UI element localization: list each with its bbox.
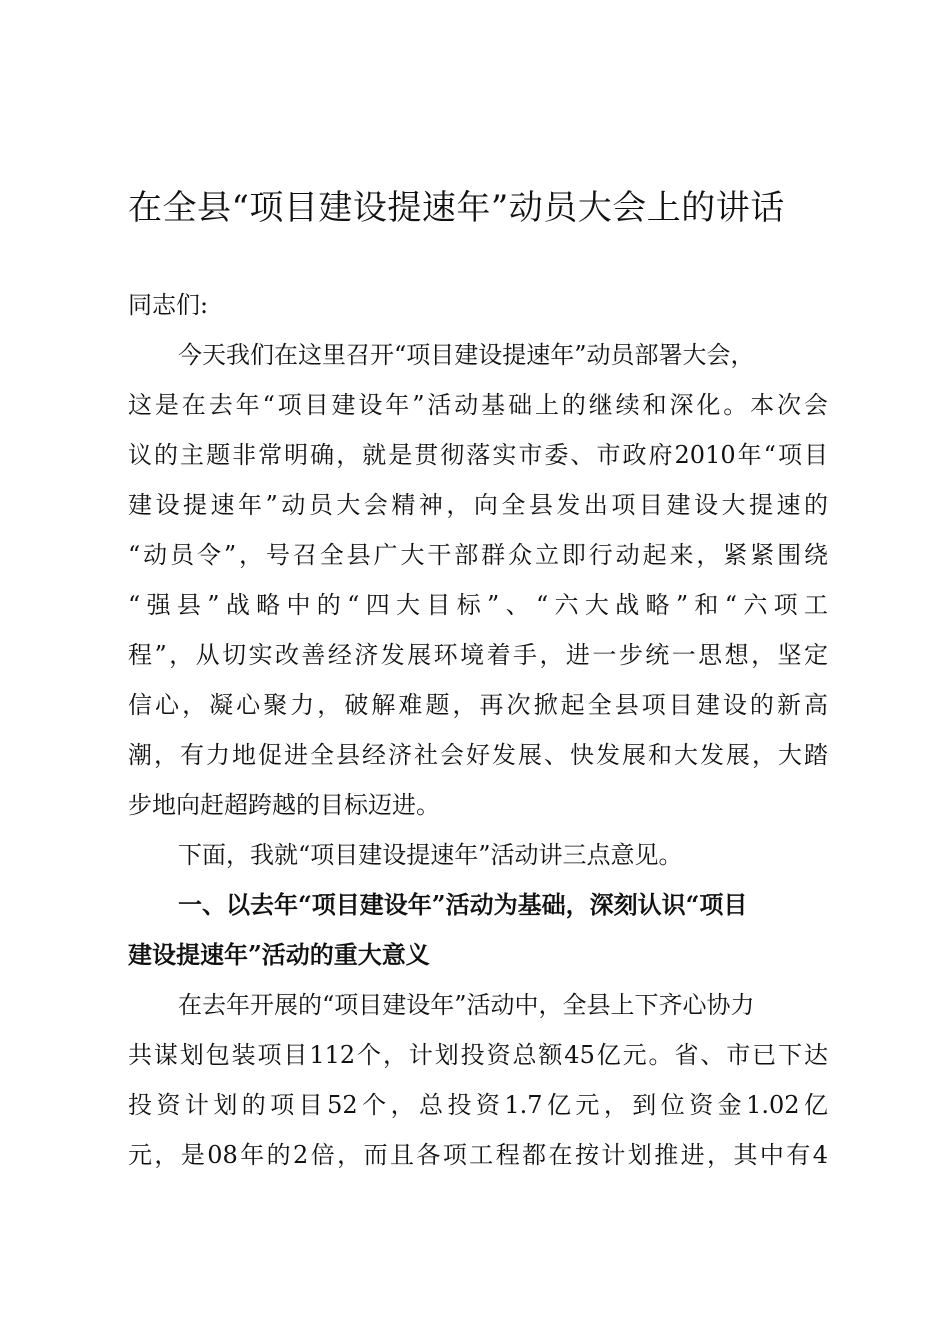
paragraph-line: 元，是08年的2倍，而且各项工程都在按计划推进，其中有4 <box>128 1141 828 1169</box>
paragraph-line: 信心，凝心聚力，破解难题，再次掀起全县项目建设的新高 <box>128 691 828 719</box>
paragraph-line: “强县”战略中的“四大目标”、“六大战略”和“六项工 <box>128 591 828 619</box>
paragraph-line: 共谋划包装项目112个，计划投资总额45亿元。省、市已下达 <box>128 1041 828 1069</box>
paragraph-line: 今天我们在这里召开“项目建设提速年”动员部署大会， <box>178 341 755 369</box>
document-body <box>128 280 828 1180</box>
paragraph-line: “动员令”，号召全县广大干部群众立即行动起来，紧紧围绕 <box>128 541 828 569</box>
document-title: 在全县“项目建设提速年”动员大会上的讲话 <box>128 188 785 228</box>
salutation: 同志们: <box>128 291 209 319</box>
section-heading-line: 一、以去年“项目建设年”活动为基础，深刻认识“项目 <box>178 890 748 919</box>
paragraph-line: 建设提速年”动员大会精神，向全县发出项目建设大提速的 <box>128 491 828 519</box>
section-heading-line: 建设提速年”活动的重大意义 <box>128 940 430 969</box>
paragraph-line: 投资计划的项目52个，总投资1.7亿元，到位资金1.02亿 <box>128 1091 828 1119</box>
paragraph-line: 下面，我就“项目建设提速年”活动讲三点意见。 <box>178 841 683 869</box>
paragraph-line: 这是在去年“项目建设年”活动基础上的继续和深化。本次会 <box>128 391 828 419</box>
paragraph-line: 潮，有力地促进全县经济社会好发展、快发展和大发展，大踏 <box>128 741 828 769</box>
paragraph-line: 步地向赶超跨越的目标迈进。 <box>128 791 440 819</box>
paragraph-line: 在去年开展的“项目建设年”活动中，全县上下齐心协力 <box>178 991 755 1019</box>
paragraph-line: 议的主题非常明确，就是贯彻落实市委、市政府2010年“项目 <box>128 441 828 469</box>
paragraph-line: 程”，从切实改善经济发展环境着手，进一步统一思想，坚定 <box>128 641 828 669</box>
